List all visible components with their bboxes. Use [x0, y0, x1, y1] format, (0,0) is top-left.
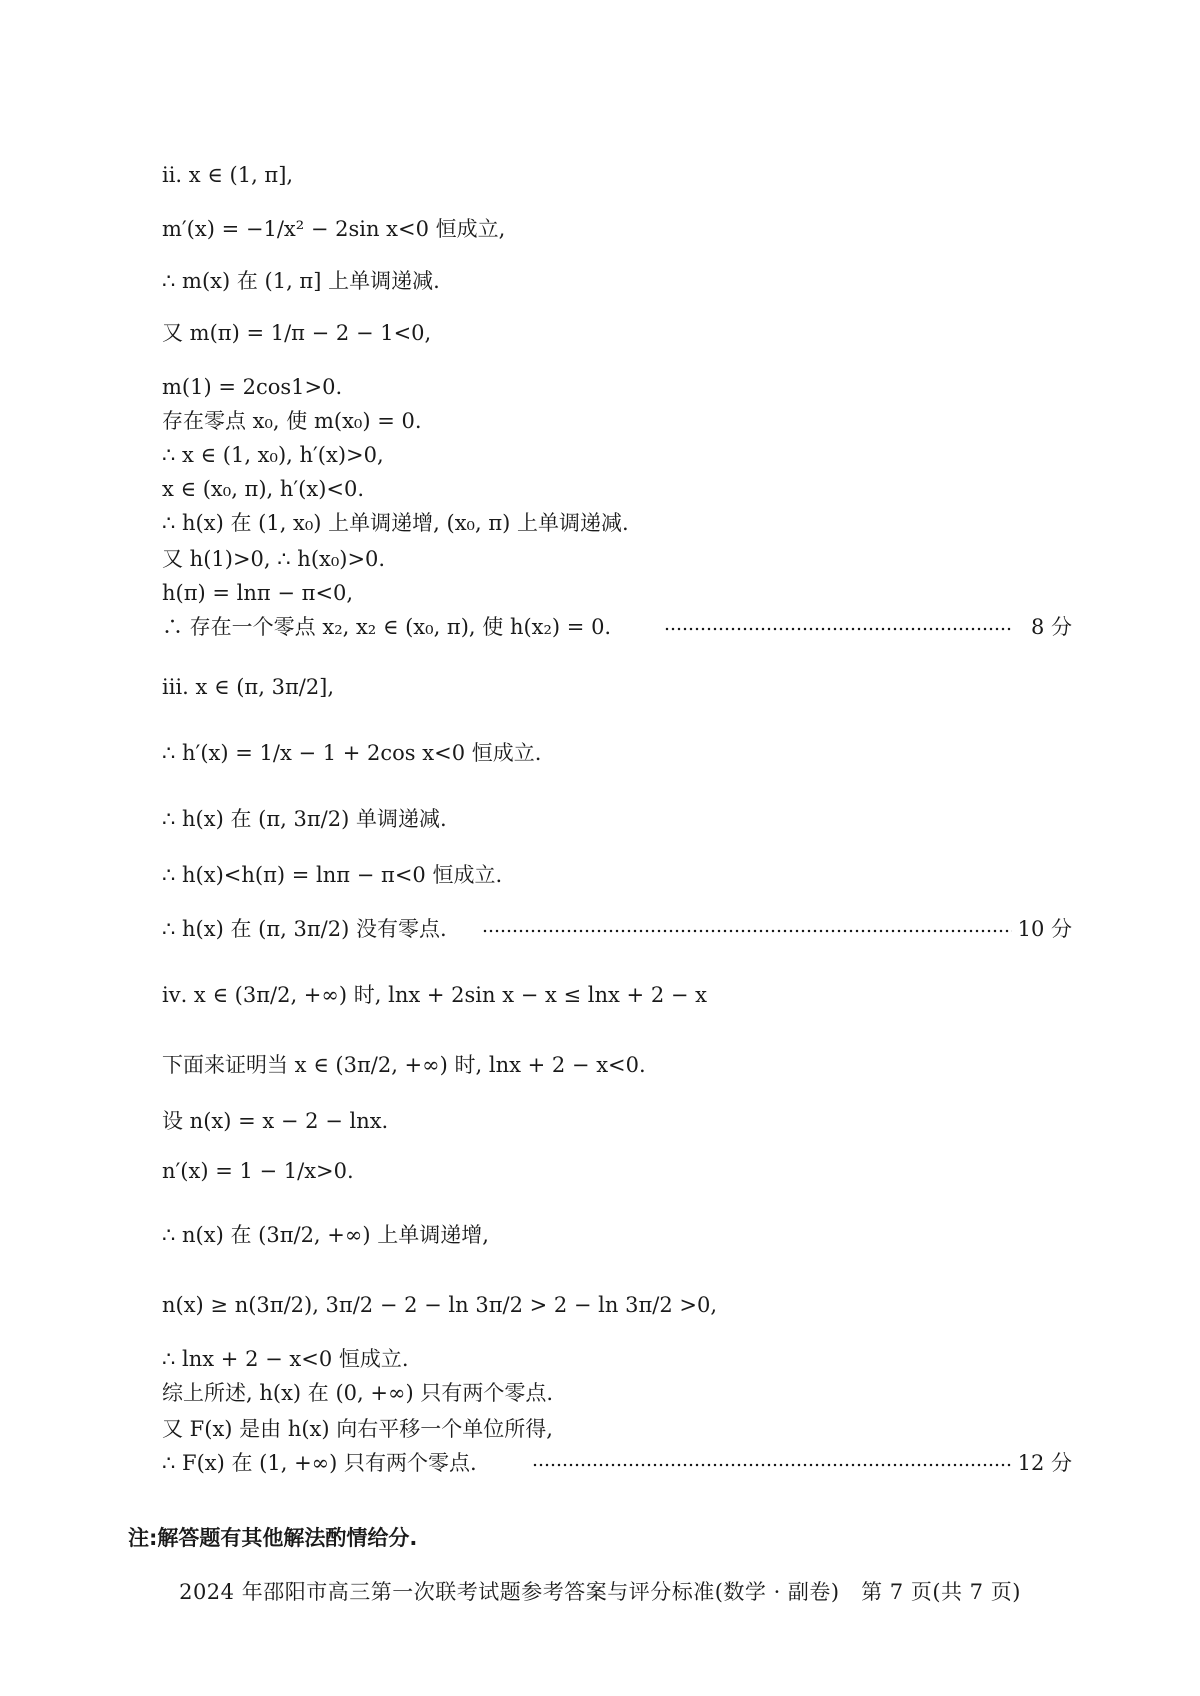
score-8: 8 分	[1030, 615, 1072, 639]
line-n-prime: n′(x) = 1 − 1/x>0.	[162, 1159, 354, 1183]
line-prove: 下面来证明当 x ∈ (3π/2, +∞) 时, lnx + 2 − x<0.	[162, 1053, 646, 1077]
line-m-decreasing: ∴ m(x) 在 (1, π] 上单调递减.	[162, 269, 440, 293]
line-F-zeros: ∴ F(x) 在 (1, +∞) 只有两个零点.	[162, 1451, 477, 1475]
line-h1: 又 h(1)>0, ∴ h(x₀)>0.	[162, 547, 386, 571]
line-n-increasing: ∴ n(x) 在 (3π/2, +∞) 上单调递增,	[162, 1223, 489, 1247]
line-n-bound: n(x) ≥ n(3π/2), 3π/2 − 2 − ln 3π/2 > 2 − ln 3π/2 >0,	[162, 1293, 718, 1317]
line-zero-x0: 存在零点 x₀, 使 m(x₀) = 0.	[162, 409, 422, 433]
line-case-ii: ⅱ. x ∈ (1, π],	[162, 163, 294, 187]
line-h-prime-neg: x ∈ (x₀, π), h′(x)<0.	[162, 477, 365, 501]
line-h-pi: h(π) = lnπ − π<0,	[162, 581, 354, 605]
score-leader-12	[532, 1462, 1012, 1468]
line-define-n: 设 n(x) = x − 2 − lnx.	[162, 1109, 389, 1133]
page-footer: 2024 年邵阳市高三第一次联考试题参考答案与评分标准(数学 · 副卷) 第 7 页(共 7 页)	[179, 1580, 1021, 1604]
score-10: 10 分	[1017, 917, 1072, 941]
line-case-iii: ⅲ. x ∈ (π, 3π/2],	[162, 675, 335, 699]
score-leader-10	[482, 928, 1012, 934]
score-leader-8	[664, 626, 1012, 632]
line-m-pi: 又 m(π) = 1/π − 2 − 1<0,	[162, 321, 432, 345]
line-case-iv: ⅳ. x ∈ (3π/2, +∞) 时, lnx + 2sin x − x ≤ lnx + 2 − x	[162, 983, 707, 1007]
line-h-prime-pos: ∴ x ∈ (1, x₀), h′(x)>0,	[162, 443, 384, 467]
line-h-negative: ∴ h(x)<h(π) = lnπ − π<0 恒成立.	[162, 863, 503, 887]
line-always-negative: ∴ lnx + 2 − x<0 恒成立.	[162, 1347, 409, 1371]
line-zero-x2: ∴ 存在一个零点 x₂, x₂ ∈ (x₀, π), 使 h(x₂) = 0.	[162, 615, 612, 639]
line-m-derivative: m′(x) = −1/x² − 2sin x<0 恒成立,	[162, 217, 506, 241]
line-h-prime-iii: ∴ h′(x) = 1/x − 1 + 2cos x<0 恒成立.	[162, 741, 542, 765]
line-m-1: m(1) = 2cos1>0.	[162, 375, 343, 399]
line-F-shift: 又 F(x) 是由 h(x) 向右平移一个单位所得,	[162, 1417, 553, 1441]
score-12: 12 分	[1017, 1451, 1072, 1475]
line-summary: 综上所述, h(x) 在 (0, +∞) 只有两个零点.	[162, 1381, 553, 1405]
line-h-monotone: ∴ h(x) 在 (1, x₀) 上单调递增, (x₀, π) 上单调递减.	[162, 511, 629, 535]
grading-note: 注:解答题有其他解法酌情给分.	[128, 1526, 418, 1550]
line-h-decreasing-iii: ∴ h(x) 在 (π, 3π/2) 单调递减.	[162, 807, 447, 831]
line-no-zero: ∴ h(x) 在 (π, 3π/2) 没有零点.	[162, 917, 447, 941]
